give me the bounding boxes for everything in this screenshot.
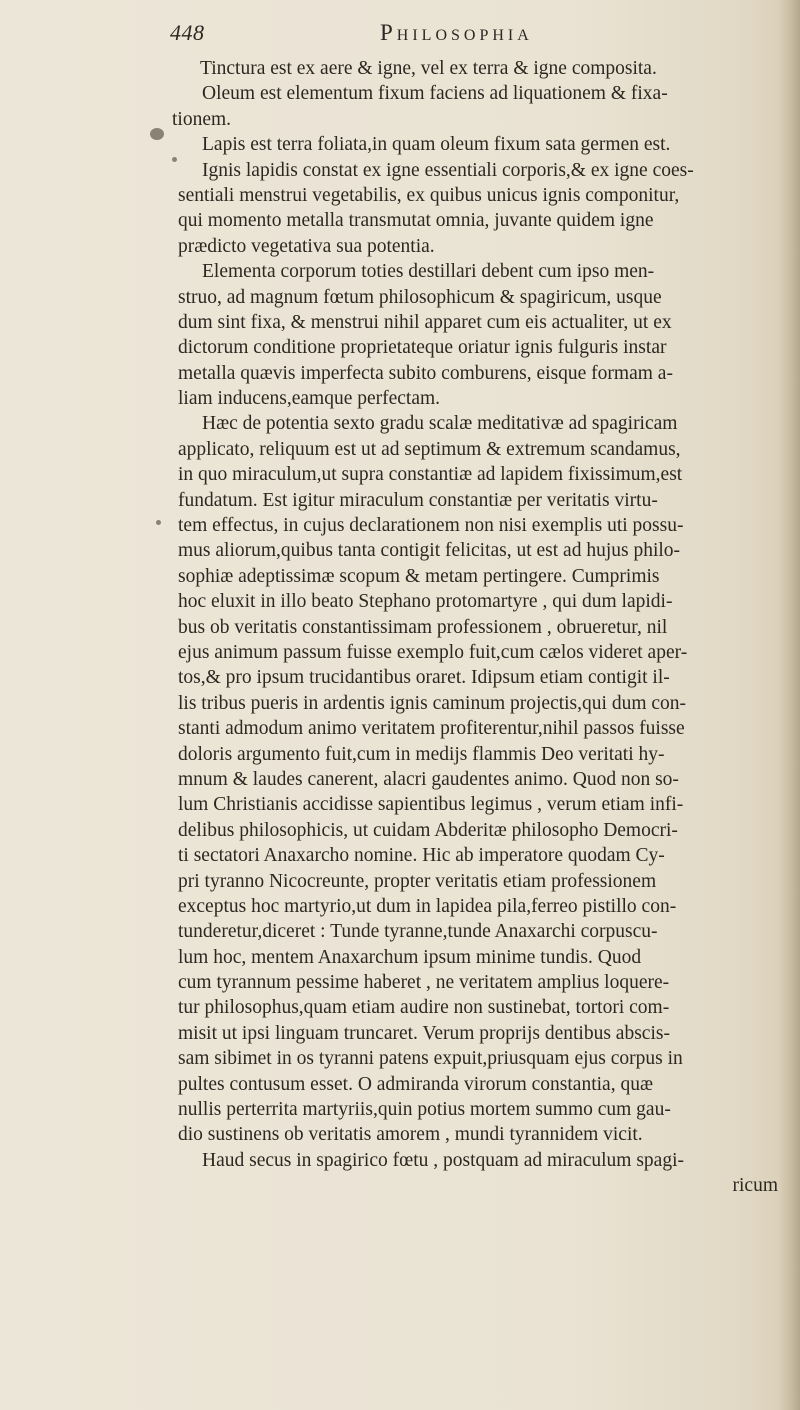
text-line: dum sint fixa, & menstrui nihil apparet cum eis actualiter, ut ex (178, 311, 672, 333)
text-line: qui momento metalla transmutat omnia, juvante quidem igne (178, 210, 654, 232)
page-number: 448 (170, 20, 205, 45)
text-line: tunderetur,diceret : Tunde tyranne,tunde Anaxarchi corpuscu- (178, 921, 658, 943)
text-line: bus ob veritatis constantissimam professionem , obrueretur, nil (178, 616, 668, 638)
text-line: nullis perterrita martyriis,quin potius mortem summo cum gau- (178, 1099, 671, 1121)
text-line: Lapis est terra foliata,in quam oleum fixum sata germen est. (202, 134, 671, 156)
text-line: misit ut ipsi linguam truncaret. Verum proprijs dentibus abscis- (178, 1022, 670, 1044)
text-line: sentiali menstrui vegetabilis, ex quibus unicus ignis componitur, (178, 184, 680, 206)
text-line: dictorum conditione proprietateque oriatur ignis fulguris instar (178, 337, 667, 359)
text-line: tionem. (172, 108, 232, 130)
text-line: sam sibimet in os tyranni patens expuit,priusquam ejus corpus in (178, 1048, 683, 1070)
text-line: dio sustinens ob veritatis amorem , mundi tyrannidem vicit. (178, 1124, 643, 1146)
text-line: Ignis lapidis constat ex igne essentiali corporis,& ex igne coes- (202, 159, 694, 181)
text-line: stanti admodum animo veritatem profiterentur,nihil passos fuisse (178, 718, 685, 740)
text-line: struo, ad magnum fœtum philosophicum & spagiricum, usque (178, 286, 662, 308)
text-line: hoc eluxit in illo beato Stephano protomartyre , qui dum lapidi- (178, 591, 673, 613)
text-line: ti sectatori Anaxarcho nomine. Hic ab imperatore quodam Cy- (178, 845, 665, 867)
text-line: fundatum. Est igitur miraculum constantiæ per veritatis virtu- (178, 489, 658, 511)
text-line: tem effectus, in cujus declarationem non nisi exemplis uti possu- (178, 515, 684, 537)
text-line: prædicto vegetativa sua potentia. (178, 235, 435, 257)
text-line: sophiæ adeptissimæ scopum & metam pertingere. Cumprimis (178, 565, 660, 587)
text-line: pri tyranno Nicocreunte, propter veritatis etiam professionem (178, 870, 657, 892)
text-line: pultes contusum esset. O admiranda virorum constantia, quæ (178, 1073, 653, 1095)
ink-blot (150, 128, 164, 140)
catchword: ricum (732, 1175, 778, 1197)
running-head (170, 20, 770, 52)
text-line: lum Christianis accidisse sapientibus legimus , verum etiam infi- (178, 794, 684, 816)
text-line: tur philosophus,quam etiam audire non sustinebat, tortori com- (178, 997, 670, 1019)
text-line: ejus animum passum fuisse exemplo fuit,cum cælos videret aper- (178, 641, 688, 663)
text-line: metalla quævis imperfecta subito comburens, eisque formam a- (178, 362, 673, 384)
text-line: lis tribus pueris in ardentis ignis caminum projectis,qui dum con- (178, 692, 687, 714)
text-line: Haud secus in spagirico fœtu , postquam ad miraculum spagi- (202, 1149, 684, 1171)
body-text (172, 56, 778, 1199)
text-line: cum tyrannum pessime haberet , ne veritatem amplius loquere- (178, 972, 670, 994)
text-line: Tinctura est ex aere & igne, vel ex terra & igne composita. (200, 58, 657, 79)
text-line: mnum & laudes canerent, alacri gaudentes animo. Quod non so- (178, 768, 679, 790)
ink-speck (172, 157, 177, 162)
text-line: lum hoc, mentem Anaxarchum ipsum minime tundis. Quod (178, 946, 642, 968)
text-line: Elementa corporum toties destillari debent cum ipso men- (202, 261, 655, 283)
text-line: Hæc de potentia sexto gradu scalæ meditativæ ad spagiricam (202, 413, 678, 435)
text-line: Oleum est elementum fixum faciens ad liquationem & fixa- (202, 83, 668, 105)
text-line: applicato, reliquum est ut ad septimum & extremum scandamus, (178, 438, 681, 460)
page-edge-shadow (778, 0, 800, 1410)
text-line: delibus philosophicis, ut cuidam Abderitæ philosopho Democri- (178, 819, 678, 841)
text-line: liam inducens,eamque perfectam. (178, 388, 441, 410)
running-title: Philosophia (380, 20, 533, 45)
text-line: doloris argumento fuit,cum in medijs flammis Deo veritati hy- (178, 743, 665, 765)
ink-speck (156, 520, 161, 525)
text-line: tos,& pro ipsum trucidantibus oraret. Idipsum etiam contigit il- (178, 667, 670, 689)
text-line: mus aliorum,quibus tanta contigit felicitas, ut est ad hujus philo- (178, 540, 681, 562)
text-line: exceptus hoc martyrio,ut dum in lapidea pila,ferreo pistillo con- (178, 895, 677, 917)
text-line: in quo miraculum,ut supra constantiæ ad lapidem fixissimum,est (178, 464, 683, 486)
